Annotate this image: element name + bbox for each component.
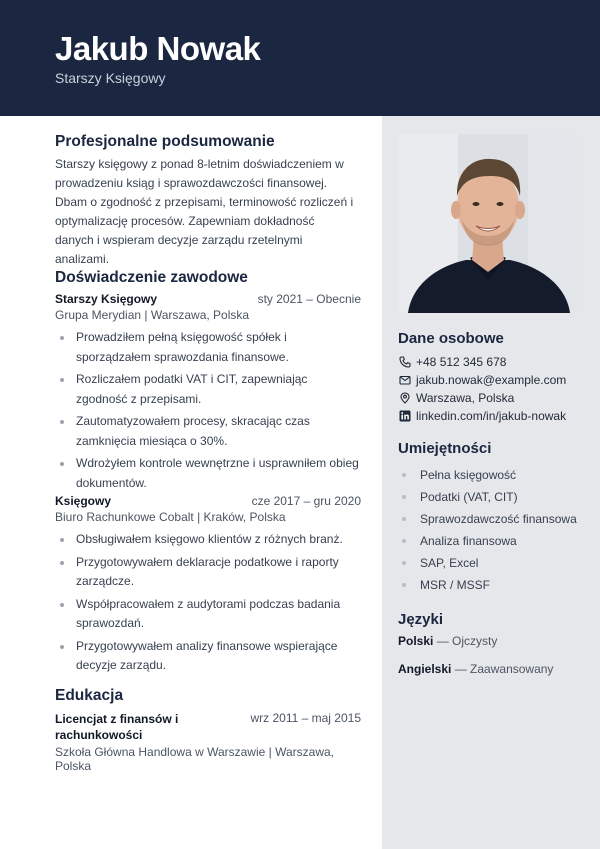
job-date: sty 2021 – Obecnie	[257, 292, 361, 306]
summary-text: Starszy księgowy z ponad 8-letnim doświadczeniem w prowadzeniu ksiąg i sprawozdawczości finansowej. Dbam o zgodność z przepisami, terminowość rozliczeń i optymalizację procesów. Zapewniam dokładność danych i wspieram decyzje zarządu rzetelnymi analizami.	[55, 157, 354, 266]
job-company: Biuro Rachunkowe Cobalt | Kraków, Polska	[55, 510, 286, 524]
sidebar	[382, 116, 600, 849]
contact-phone-text: +48 512 345 678	[416, 355, 507, 369]
job-bullet: Zautomatyzowałem procesy, skracając czas zamknięcia miesiąca o 30%.	[55, 412, 361, 451]
mail-icon	[398, 374, 411, 387]
job-title: Księgowy	[55, 494, 112, 508]
contact-email	[398, 371, 588, 389]
job-bullet: Rozliczałem podatki VAT i CIT, zapewniając zgodność z przepisami.	[55, 370, 361, 409]
job-bullet: Współpracowałem z audytorami podczas badania sprawozdań.	[55, 595, 361, 634]
summary-heading: Profesjonalne podsumowanie	[55, 133, 275, 150]
contact-phone	[398, 353, 588, 371]
language-separator: —	[436, 634, 453, 648]
job-entry	[55, 292, 361, 494]
education-degree: Licencjat z finansów i rachunkowości	[55, 712, 179, 742]
skills-section	[398, 440, 588, 596]
skill-item: SAP, Excel	[398, 552, 588, 574]
contact-location-text: Warszawa, Polska	[416, 391, 515, 405]
phone-icon	[398, 356, 411, 369]
job-bullet: Wdrożyłem kontrole wewnętrzne i usprawniłem obieg dokumentów.	[55, 454, 361, 493]
linkedin-icon	[398, 410, 411, 423]
contact-linkedin[interactable]	[398, 407, 588, 425]
language-name: Angielski	[398, 662, 452, 676]
job-company: Grupa Merydian | Warszawa, Polska	[55, 308, 250, 322]
language-level: Zaawansowany	[470, 662, 554, 676]
contact-linkedin-text[interactable]: linkedin.com/in/jakub-nowak	[416, 409, 567, 423]
job-bullet: Przygotowywałem analizy finansowe wspierające decyzje zarządu.	[55, 637, 361, 676]
language-level: Ojczysty	[452, 634, 498, 648]
language-separator: —	[454, 662, 471, 676]
skill-item: Pełna księgowość	[398, 464, 588, 486]
job-header	[55, 494, 361, 508]
contact-location	[398, 389, 588, 407]
skill-item: Sprawozdawczość finansowa	[398, 508, 588, 530]
profile-photo	[398, 134, 578, 313]
education-heading: Edukacja	[55, 687, 124, 704]
candidate-name: Jakub Nowak	[55, 30, 261, 67]
job-entry	[55, 494, 361, 677]
languages-heading: Języki	[398, 611, 444, 628]
skill-item: Podatki (VAT, CIT)	[398, 486, 588, 508]
skill-item: MSR / MSSF	[398, 574, 588, 596]
header-banner	[0, 0, 600, 116]
languages-section	[398, 611, 588, 685]
personal-section	[398, 330, 588, 425]
education-header	[55, 711, 361, 743]
contact-email-text: jakub.nowak@example.com	[416, 373, 567, 387]
language-item	[398, 634, 588, 648]
language-name: Polski	[398, 634, 434, 648]
job-bullet: Prowadziłem pełną księgowość spółek i sporządzałem sprawozdania finansowe.	[55, 328, 361, 367]
job-header	[55, 292, 361, 306]
skills-heading: Umiejętności	[398, 440, 492, 457]
experience-heading: Doświadczenie zawodowe	[55, 269, 248, 286]
education-school: Szkoła Główna Handlowa w Warszawie | Warszawa, Polska	[55, 745, 334, 773]
personal-heading: Dane osobowe	[398, 330, 504, 347]
candidate-role: Starszy Księgowy	[55, 70, 166, 86]
job-bullets	[55, 530, 361, 676]
job-title: Starszy Księgowy	[55, 292, 158, 306]
job-bullet: Obsługiwałem księgowo klientów z różnych branż.	[55, 530, 361, 550]
job-bullet: Przygotowywałem deklaracje podatkowe i raporty zarządcze.	[55, 553, 361, 592]
education-entry	[55, 711, 361, 773]
job-bullets	[55, 328, 361, 493]
job-date: cze 2017 – gru 2020	[251, 494, 361, 508]
education-date: wrz 2011 – maj 2015	[250, 711, 361, 725]
location-pin-icon	[398, 392, 411, 405]
skill-item: Analiza finansowa	[398, 530, 588, 552]
language-item	[398, 662, 588, 676]
